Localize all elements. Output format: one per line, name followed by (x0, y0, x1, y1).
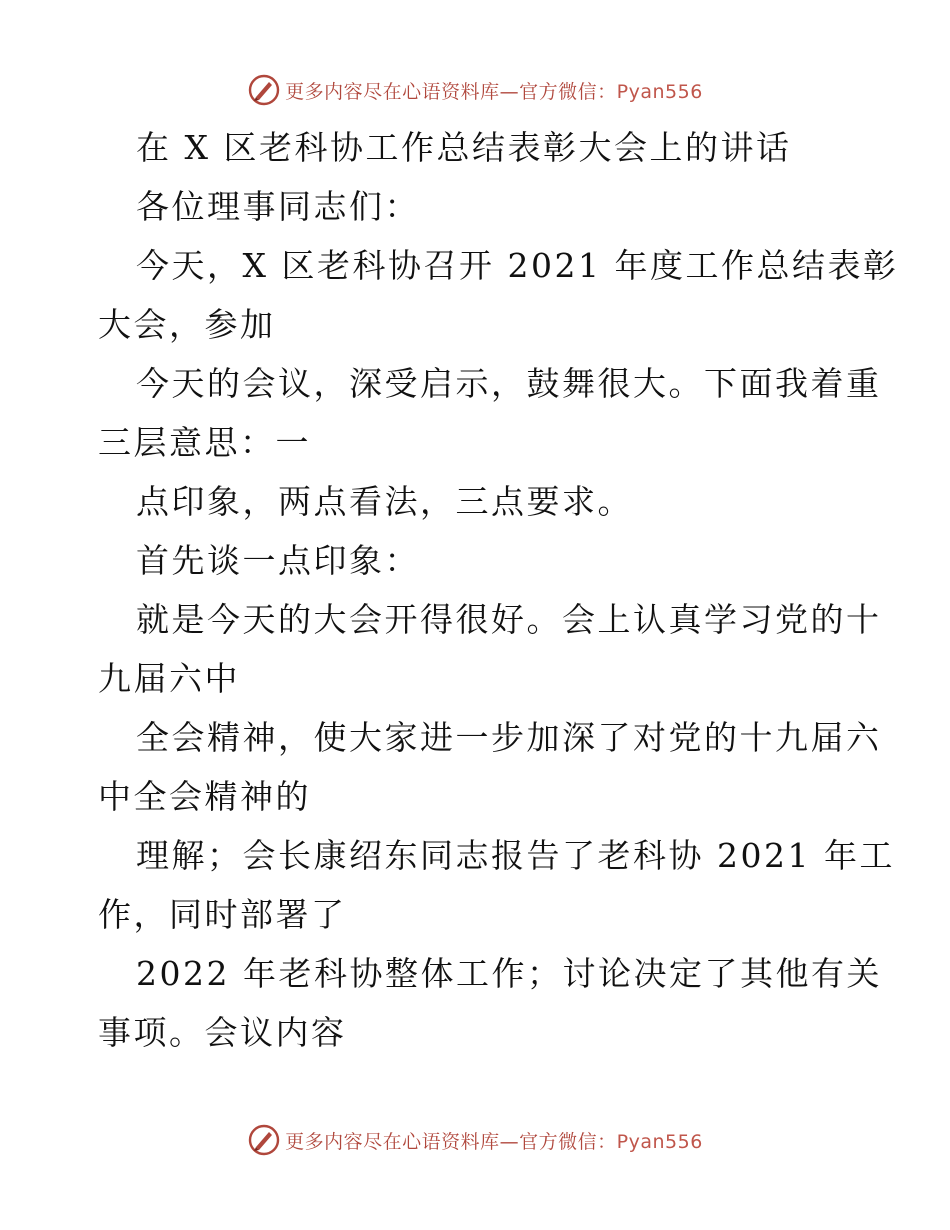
paragraph-line: 2022 年老科协整体工作；讨论决定了其他有关 (136, 954, 882, 993)
quill-logo-icon (247, 1123, 281, 1157)
paragraph-line: 就是今天的大会开得很好。会上认真学习党的十 (136, 600, 882, 639)
paragraph-line: 作，同时部署了 (98, 895, 347, 934)
paragraph-line: 中全会精神的 (98, 777, 311, 816)
paragraph-line: 点印象，两点看法，三点要求。 (136, 482, 633, 521)
salutation: 各位理事同志们： (136, 187, 420, 226)
paragraph-line: 九届六中 (98, 659, 240, 698)
document-title: 在 X 区老科协工作总结表彰大会上的讲话 (136, 128, 792, 167)
paragraph-line: 今天的会议，深受启示，鼓舞很大。下面我着重 (136, 364, 882, 403)
quill-logo-icon (247, 73, 281, 107)
paragraph-line: 全会精神，使大家进一步加深了对党的十九届六 (136, 718, 882, 757)
watermark-text: 更多内容尽在心语资料库—官方微信： (285, 1130, 617, 1153)
watermark-text: 更多内容尽在心语资料库—官方微信： (285, 80, 617, 103)
document-body (98, 118, 899, 1062)
watermark-header (0, 70, 950, 110)
paragraph-line: 首先谈一点印象： (136, 541, 420, 580)
paragraph-line: 今天，X 区老科协召开 2021 年度工作总结表彰 (136, 246, 899, 285)
paragraph-line: 事项。会议内容 (98, 1013, 347, 1052)
paragraph-line: 理解；会长康绍东同志报告了老科协 2021 年工 (136, 836, 895, 875)
paragraph-line: 大会，参加 (98, 305, 276, 344)
watermark-handle: Pyan556 (616, 80, 703, 103)
watermark-footer (0, 1120, 950, 1160)
watermark-handle: Pyan556 (616, 1130, 703, 1153)
paragraph-line: 三层意思：一 (98, 423, 311, 462)
